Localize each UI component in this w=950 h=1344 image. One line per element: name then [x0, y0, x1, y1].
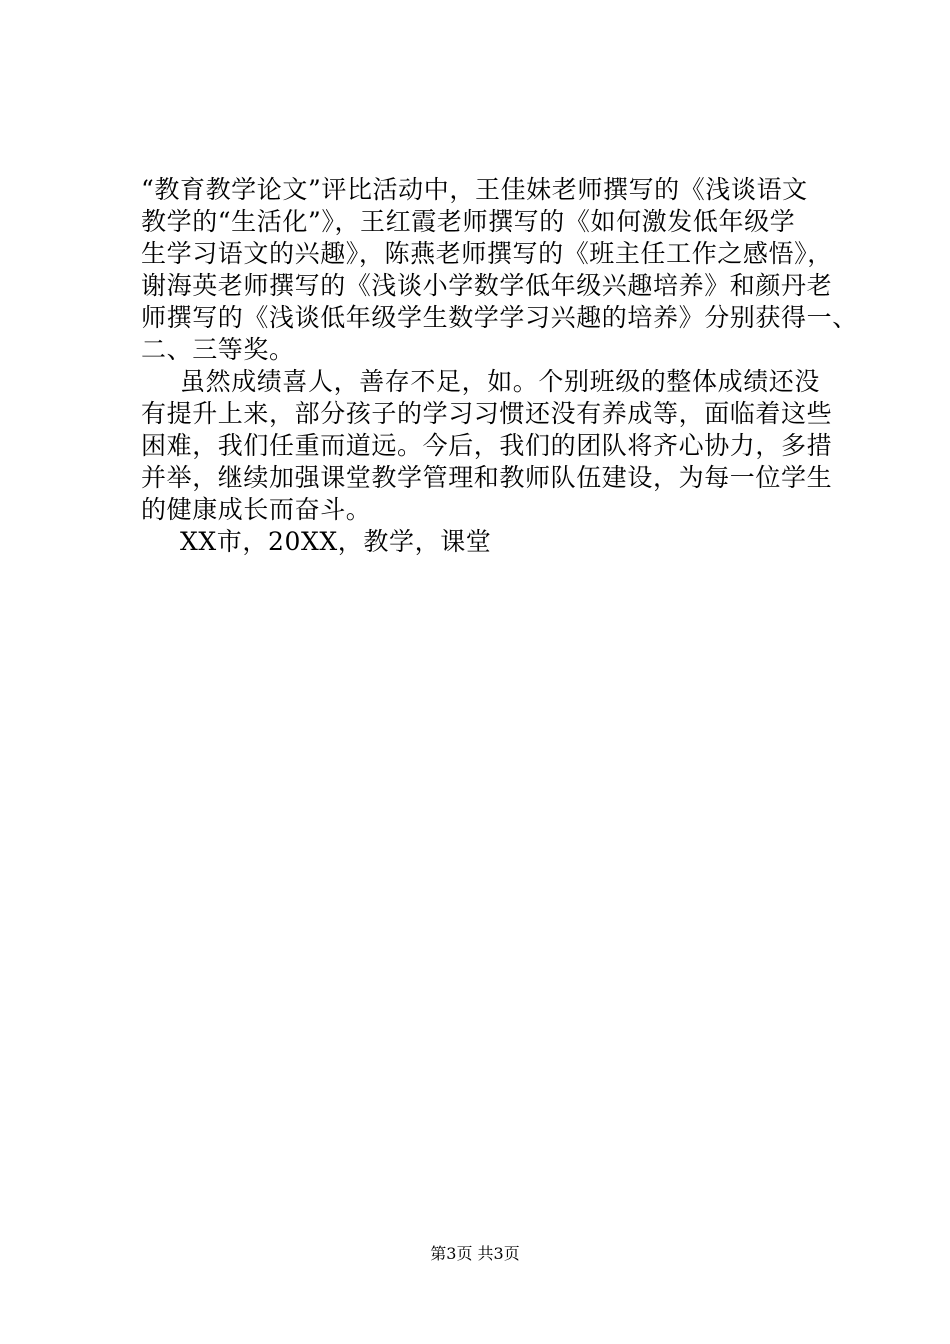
text-line: 教学的“生活化”》，王红霞老师撰写的《如何激发低年级学 — [141, 207, 796, 236]
text-line: 虽然成绩喜人，善存不足，如。个别班级的整体成绩还没 — [180, 367, 821, 396]
keywords-line: XX市，20XX，教学，课堂 — [180, 527, 492, 556]
text-line: 师撰写的《浅谈低年级学生数学学习兴趣的培养》分别获得一、 — [141, 303, 858, 332]
text-line: 生学习语文的兴趣》，陈燕老师撰写的《班主任工作之感悟》， — [141, 239, 833, 268]
paragraph-awards — [141, 174, 858, 366]
text-line: 的健康成长而奋斗。 — [141, 495, 372, 524]
page-number: 第3页 共3页 — [430, 1244, 520, 1263]
text-line: 有提升上来，部分孩子的学习习惯还没有养成等，面临着这些 — [141, 399, 833, 428]
text-line: 困难，我们任重而道远。今后，我们的团队将齐心协力，多措 — [141, 431, 833, 460]
text-line: “教育教学论文”评比活动中，王佳妹老师撰写的《浅谈语文 — [141, 175, 808, 204]
text-line: 并举，继续加强课堂教学管理和教师队伍建设，为每一位学生 — [141, 463, 833, 492]
document-body — [141, 174, 858, 558]
page-footer — [0, 1244, 950, 1264]
text-line: 谢海英老师撰写的《浅谈小学数学低年级兴趣培养》和颜丹老 — [141, 271, 833, 300]
text-line: 二、三等奖。 — [141, 335, 295, 364]
paragraph-outlook — [141, 366, 841, 526]
